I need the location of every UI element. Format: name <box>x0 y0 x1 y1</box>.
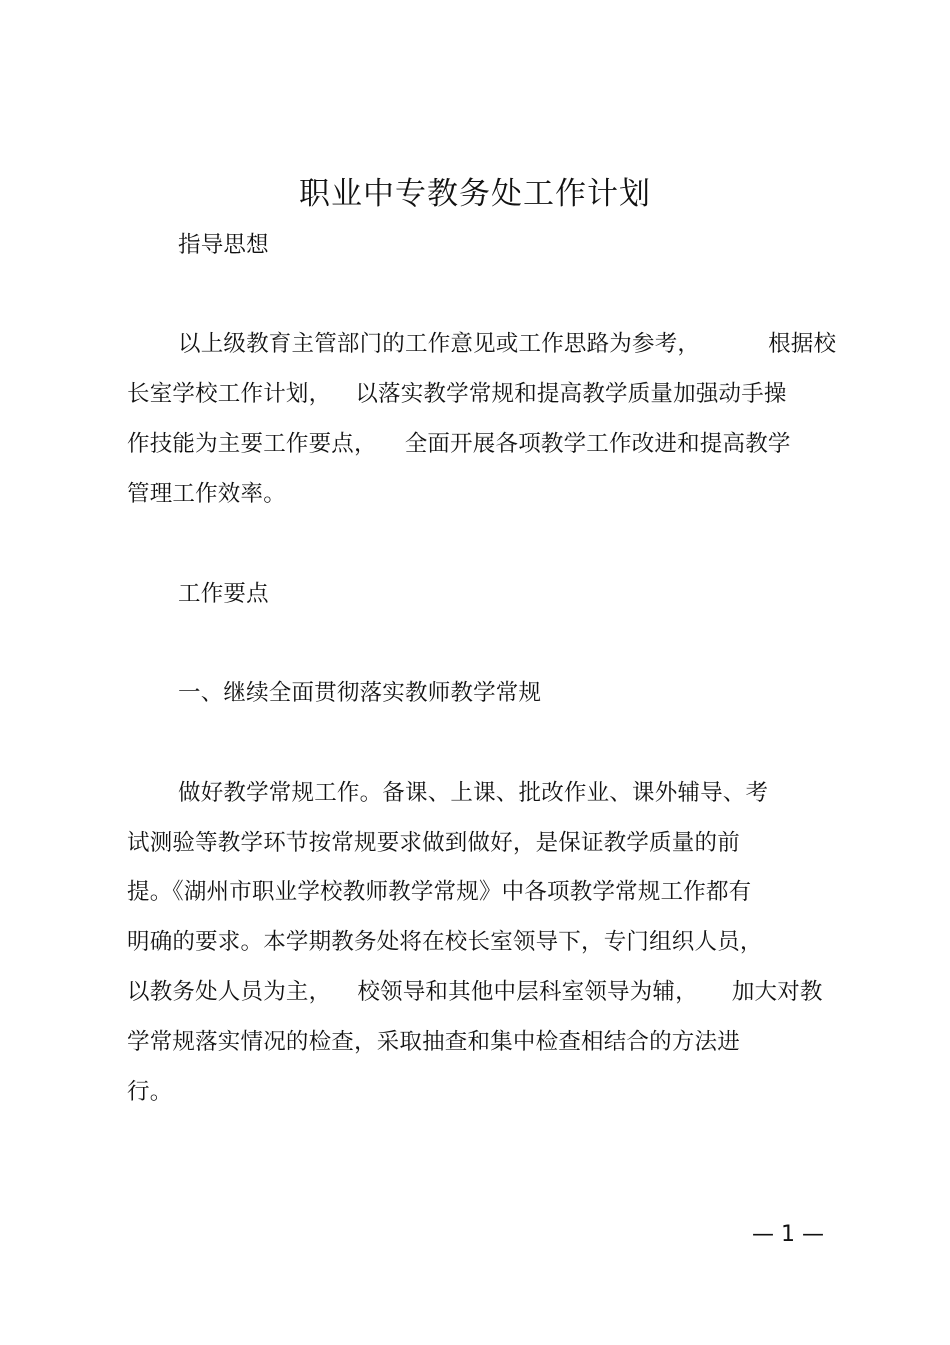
text-segment: 加大对教 <box>731 979 823 1005</box>
item-heading: 一、继续全面贯彻落实教师教学常规 <box>178 680 542 706</box>
paragraph-line <box>127 926 763 958</box>
paragraph-line <box>127 876 751 908</box>
paragraph-line <box>127 428 791 460</box>
paragraph-line <box>127 827 740 859</box>
text-segment: 校领导和其他中层科室领导为辅， <box>357 979 698 1005</box>
text-segment: 学常规落实情况的检查，采取抽查和集中检查相结合的方法进 <box>127 1029 740 1055</box>
text-segment: 做好教学常规工作。备课、上课、批改作业、课外辅导、考 <box>178 780 769 806</box>
paragraph-line <box>127 1076 172 1108</box>
text-segment: 试测验等教学环节按常规要求做到做好，是保证教学质量的前 <box>127 830 740 856</box>
paragraph-line <box>178 777 768 809</box>
text-segment: 明确的要求。本学期教务处将在校长室领导下，专门组织人员， <box>127 929 763 955</box>
paragraph-line <box>127 478 286 510</box>
section-heading-key-points: 工作要点 <box>178 581 269 607</box>
text-segment: 管理工作效率。 <box>127 481 286 507</box>
section-heading-guiding: 指导思想 <box>178 232 269 258</box>
text-segment: 以教务处人员为主， <box>127 979 332 1005</box>
text-segment: 作技能为主要工作要点， <box>127 431 377 457</box>
text-segment: 提。《湖州市职业学校教师教学常规》中各项教学常规工作都有 <box>127 879 752 905</box>
text-segment: 全面开展各项教学工作改进和提高教学 <box>404 431 791 457</box>
paragraph-line <box>127 1026 740 1058</box>
page-number: — 1 — <box>752 1222 824 1247</box>
paragraph-line <box>127 976 823 1008</box>
text-segment: 以上级教育主管部门的工作意见或工作思路为参考， <box>178 331 701 357</box>
paragraph-line <box>178 328 836 360</box>
text-segment: 根据校 <box>768 331 837 357</box>
paragraph-line <box>127 378 787 410</box>
text-segment: 长室学校工作计划， <box>127 381 332 407</box>
document-title: 职业中专教务处工作计划 <box>299 176 651 212</box>
text-segment: 以落实教学常规和提高教学质量加强动手操 <box>355 381 787 407</box>
text-segment: 行。 <box>127 1079 173 1105</box>
